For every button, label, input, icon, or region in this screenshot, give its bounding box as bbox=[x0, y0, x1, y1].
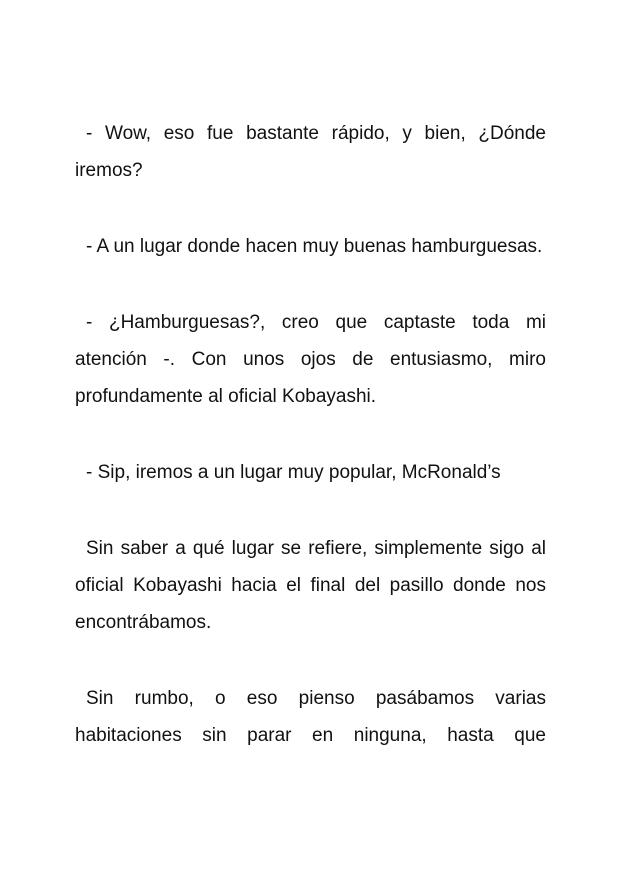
paragraph-2: - A un lugar donde hacen muy buenas hamburguesas. bbox=[86, 236, 543, 257]
paragraph-4: - Sip, iremos a un lugar muy popular, McRonald’s bbox=[86, 462, 501, 483]
paragraph-6: Sin rumbo, o eso pienso pasábamos varias habitaciones sin parar en ninguna, hasta que bbox=[75, 688, 546, 746]
document-page bbox=[75, 115, 546, 793]
paragraph-3: - ¿Hamburguesas?, creo que captaste toda mi atención -. Con unos ojos de entusiasmo, miro profundamente al oficial Kobayashi. bbox=[75, 312, 546, 407]
paragraph-1: - Wow, eso fue bastante rápido, y bien, ¿Dónde iremos? bbox=[75, 123, 546, 181]
paragraph-5: Sin saber a qué lugar se refiere, simplemente sigo al oficial Kobayashi hacia el final del pasillo donde nos encontrábamos. bbox=[75, 538, 546, 633]
